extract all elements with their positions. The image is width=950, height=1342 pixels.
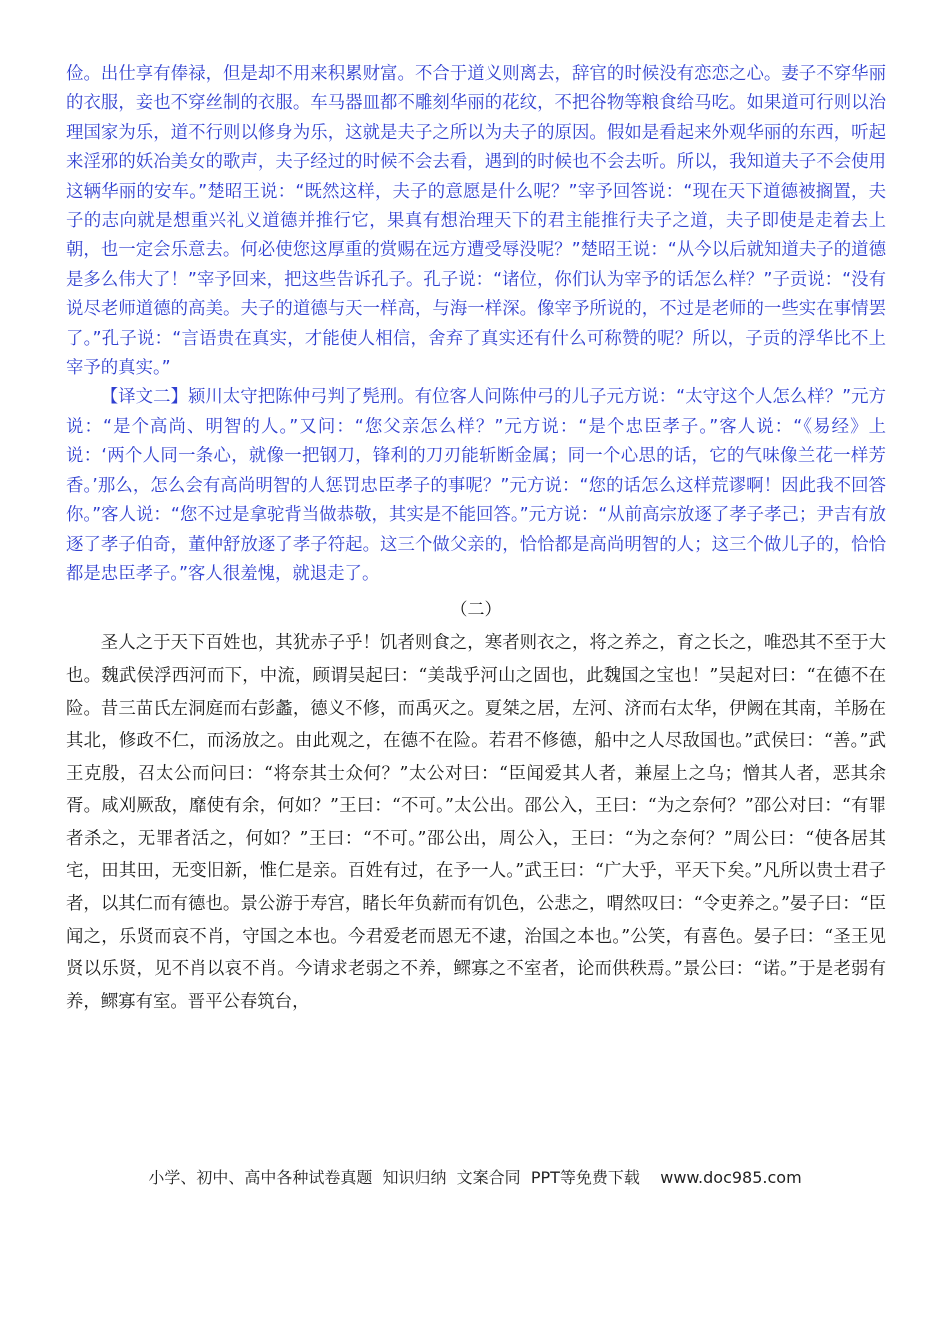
page-footer	[0, 1165, 950, 1188]
footer-text: 小学、初中、高中各种试卷真题 知识归纳 文案合同 PPT等免费下载	[148, 1168, 640, 1187]
translation-two-paragraph: 【译文二】颍川太守把陈仲弓判了髡刑。有位客人问陈仲弓的儿子元方说：“太守这个人怎么样？”元方说：“是个高尚、明智的人。”又问：“您父亲怎么样？”元方说：“是个忠臣孝子。”客人说：“《易经》上说：‘两个人同一条心，就像一把钢刀，锋利的刀刃能斩断金属；同一个心思的话，它的气味像兰花一样芳香。’那么，怎么会有高尚明智的人惩罚忠臣孝子的事呢？”元方说：“您的话怎么这样荒谬啊！因此我不回答你。”客人说：“您不过是拿驼背当做恭敬，其实是不能回答。”元方说：“从前高宗放逐了孝子孝己；尹吉有放逐了孝子伯奇，董仲舒放逐了孝子符起。这三个做父亲的，恰恰都是高尚明智的人；这三个做儿子的，恰恰都是忠臣孝子。”客人很羞愧，就退走了。	[66, 387, 886, 584]
original-text-section	[66, 627, 886, 1018]
footer-url-link[interactable]: www.doc985.com	[660, 1168, 802, 1187]
original-text-paragraph: 圣人之于天下百姓也，其犹赤子乎！饥者则食之，寒者则衣之，将之养之，育之长之，唯恐其不至于大也。魏武侯浮西河而下，中流，顾谓吴起曰：“美哉乎河山之固也，此魏国之宝也！”吴起对曰：“在德不在险。昔三苗氏左洞庭而右彭蠡，德义不修，而禹灭之。夏桀之居，左河、济而右太华，伊阙在其南，羊肠在其北，修政不仁，而汤放之。由此观之，在德不在险。若君不修德，船中之人尽敌国也。”武侯曰：“善。”武王克殷，召太公而问曰：“将奈其士众何？”太公对曰：“臣闻爱其人者，兼屋上之乌；憎其人者，恶其余胥。咸刈厥敌，靡使有余，何如？”王曰：“不可。”太公出。邵公入，王曰：“为之奈何？”邵公对曰：“有罪者杀之，无罪者活之，何如？”王曰：“不可。”邵公出，周公入，王曰：“为之奈何？”周公曰：“使各居其宅，田其田，无变旧新，惟仁是亲。百姓有过，在予一人。”武王曰：“广大乎，平天下矣。”凡所以贵士君子者，以其仁而有德也。景公游于寿宫，睹长年负薪而有饥色，公悲之，喟然叹曰：“令吏养之。”晏子曰：“臣闻之，乐贤而哀不肖，守国之本也。今君爱老而恩无不逮，治国之本也。”公笑，有喜色。晏子曰：“圣王见贤以乐贤，见不肖以哀不肖。今请求老弱之不养，鳏寡之不室者，论而供秩焉。”景公曰：“诺。”于是老弱有养，鳏寡有室。晋平公春筑台，	[66, 633, 886, 1012]
translation-section	[66, 60, 886, 589]
document-page	[66, 60, 886, 1018]
section-heading: （二）	[450, 600, 502, 621]
translation-one-continued: 俭。出仕享有俸禄，但是却不用来积累财富。不合于道义则离去，辞官的时候没有恋恋之心。妻子不穿华丽的衣服，妾也不穿丝制的衣服。车马器皿都不雕刻华丽的花纹，不把谷物等粮食给马吃。如果道可行则以治理国家为乐，道不行则以修身为乐，这就是夫子之所以为夫子的原因。假如是看起来外观华丽的东西，听起来淫邪的妖冶美女的歌声，夫子经过的时候不会去看，遇到的时候也不会去听。所以，我知道夫子不会使用这辆华丽的安车。”楚昭王说：“既然这样，夫子的意愿是什么呢？”宰予回答说：“现在天下道德被搁置，夫子的志向就是想重兴礼义道德并推行它，果真有想治理天下的君主能推行夫子之道，夫子即使是走着去上朝，也一定会乐意去。何必使您这厚重的赏赐在远方遭受辱没呢？”楚昭王说：“从今以后就知道夫子的道德是多么伟大了！”宰予回来，把这些告诉孔子。孔子说：“诸位，你们认为宰予的话怎么样？”子贡说：“没有说尽老师道德的高美。夫子的道德与天一样高，与海一样深。像宰予所说的，不过是老师的一些实在事情罢了。”孔子说：“言语贵在真实，才能使人相信，舍弃了真实还有什么可称赞的呢？所以，子贡的浮华比不上宰予的真实。”	[66, 64, 886, 379]
